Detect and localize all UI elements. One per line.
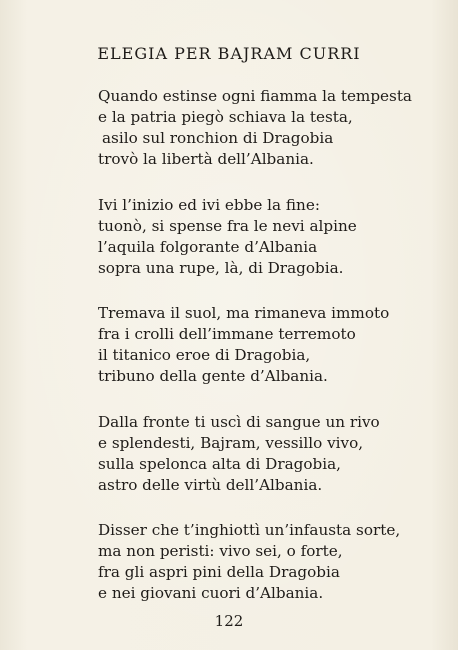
poem-line: fra i crolli dell’immane terremoto bbox=[98, 325, 356, 343]
poem-line: trovò la libertà dell’Albania. bbox=[98, 150, 314, 168]
poem-line: Ivi l’inizio ed ivi ebbe la fine: bbox=[98, 195, 320, 214]
poem-line: astro delle virtù dell’Albania. bbox=[98, 475, 323, 494]
poem-line: l’aquila folgorante d’Albania bbox=[98, 237, 318, 256]
poem-line: e nei giovani cuori d’Albania. bbox=[98, 584, 324, 602]
poem-line: Quando estinse ogni fiamma la tempesta bbox=[98, 87, 412, 105]
poem-line: ma non peristi: vivo sei, o forte, bbox=[98, 542, 343, 560]
poem-line: tuonò, si spense fra le nevi alpine bbox=[98, 216, 357, 235]
poem-line: il titanico eroe di Dragobia, bbox=[98, 346, 311, 364]
poem-line: tribuno della gente d’Albania. bbox=[98, 367, 328, 385]
poem-line: e la patria piegò schiava la testa, bbox=[98, 108, 353, 126]
poem-line: Disser che t’inghiottì un’infausta sorte, bbox=[98, 521, 401, 539]
poem-line: fra gli aspri pini della Dragobia bbox=[98, 563, 340, 581]
poem-line: sulla spelonca alta di Dragobia, bbox=[98, 454, 341, 473]
stanza-5 bbox=[98, 520, 428, 604]
stanza-1 bbox=[98, 86, 428, 170]
poem-line: e splendesti, Bajram, vessillo vivo, bbox=[98, 433, 364, 452]
stanza-3 bbox=[98, 303, 428, 387]
stanza-2 bbox=[98, 195, 428, 279]
poem-line: Tremava il suol, ma rimaneva immoto bbox=[98, 304, 390, 322]
poem-line: asilo sul ronchion di Dragobia bbox=[102, 129, 334, 147]
poem-line: Dalla fronte ti uscì di sangue un rivo bbox=[98, 412, 380, 431]
page-number: 122 bbox=[214, 612, 244, 630]
poem-body bbox=[98, 86, 428, 629]
poem-title: ELEGIA PER BAJRAM CURRI bbox=[97, 44, 361, 63]
stanza-4 bbox=[98, 412, 428, 496]
poem-line: sopra una rupe, là, di Dragobia. bbox=[98, 258, 344, 277]
